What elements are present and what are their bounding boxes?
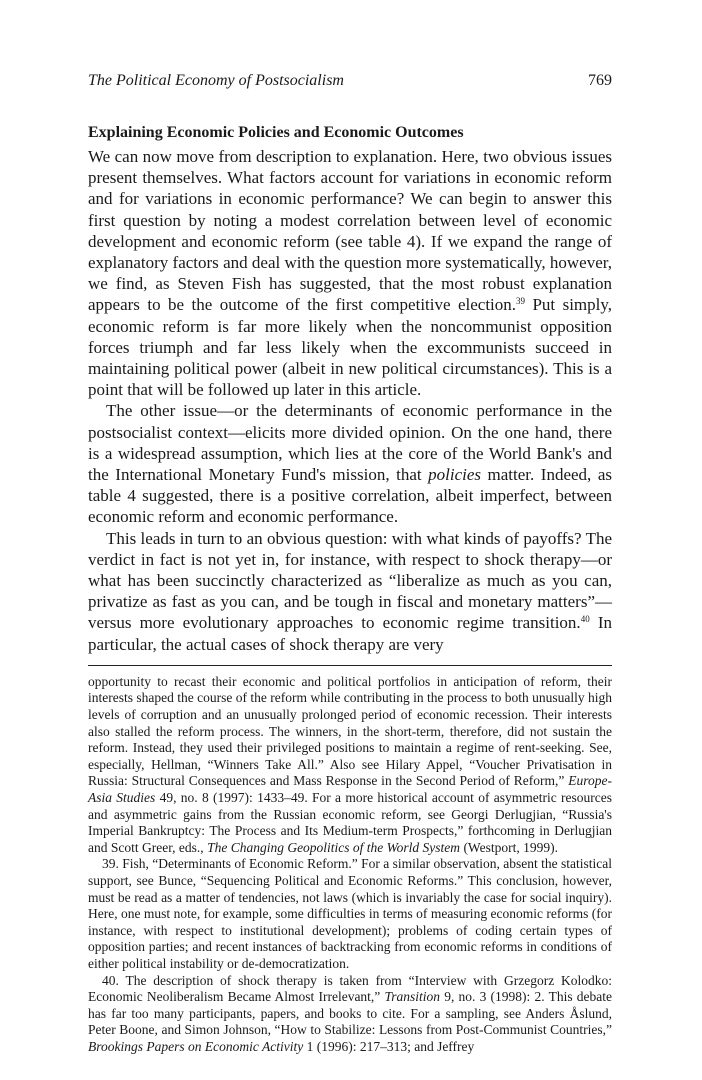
paragraph-3-text-b: In particular, the actual cases of shock therapy are very <box>88 613 612 654</box>
journal-page <box>88 72 612 1056</box>
paragraph-3 <box>88 528 612 655</box>
footnote-39: 39. Fish, “Determinants of Economic Reform.” For a similar observation, absent the statistical support, see Bunce, “Sequencing Political and Economic Reforms.” This conclusion, however, must be read as a matter of tendencies, not laws (which is invariably the case for social inquiry). Here, one must note, for example, some difficulties in terms of measuring economic reforms (for instance, with respect to institutional development); problems of coding certain types of opposition parties; and recent instances of backtracking from economic reforms in conditions of either political instability or de-democratization. <box>88 856 612 971</box>
paragraph-2-text-b: matter. Indeed, as table 4 suggested, there is a positive correlation, albeit imperfect, between economic reform and economic performance. <box>88 465 612 527</box>
paragraph-1-text-b: Put simply, economic reform is far more likely when the noncommunist opposition forces triumph and far less likely when the excommunists succeed in maintaining political power (albeit in new political circumstances). This is a point that will be followed up later in this article. <box>88 295 613 400</box>
paragraph-2-text-a: The other issue—or the determinants of economic performance in the postsocialist context—elicits more divided opinion. On the one hand, there is a widespread assumption, which lies at the core of the World Bank's and the International Monetary Fund's mission, that <box>88 401 612 485</box>
journal-title-europe-asia: Europe-Asia Studies <box>88 773 612 806</box>
paragraph-3-text-a: This leads in turn to an obvious question: with what kinds of payoffs? The verdict in fact is not yet in, for instance, with respect to shock therapy—or what has been succinctly characterized as “liberalize as much as you can, privatize as fast as you can, and be tough in fiscal and monetary matters”—versus more evolutionary approaches to economic regime transition. <box>88 528 612 633</box>
footnote-continuation-text-a: opportunity to recast their economic and political portfolios in anticipation of reform, their interests shaped the course of the reform while contributing in the process to both unusually high levels of corruption and an unusually prolonged period of economic recession. Their interests also stalled the reform process. The winners, in the short-term, therefore, did not sustain the reform. Instead, they used their privileged positions to maintain a regime of rent-seeking. See, especially, Hellman, “Winners Take All.” Also see Hilary Appel, “Voucher Privatisation in Russia: Structural Consequences and Mass Response in the Second Period of Reform,” <box>88 673 612 789</box>
paragraph-2 <box>88 400 612 527</box>
footnote-40-text-a: 40. The description of shock therapy is taken from “Interview with Grzegorz Kolodko: Economic Neoliberalism Became Almost Irrelevant,” <box>88 972 612 1005</box>
running-header <box>88 72 612 96</box>
footnote-continuation-text-b: 49, no. 8 (1997): 1433–49. For a more historical account of asymmetric resources and asymmetric gains from the Russian economic reform, see Georgi Derlugjian, “Russia's Imperial Bankruptcy: The Process and Its Medium-term Prospects,” forthcoming in Derlugjian and Scott Greer, eds., <box>88 790 613 855</box>
footnote-40-text-c: 1 (1996): 217–313; and Jeffrey <box>303 1038 475 1054</box>
paragraph-1-text-a: We can now move from description to explanation. Here, two obvious issues present themselves. What factors account for variations in economic reform and for variations in economic performance? We can begin to answer this first question by noting a modest correlation between level of economic development and economic reform (see table 4). If we expand the range of explanatory factors and deal with the question more systematically, however, we find, as Steven Fish has suggested, that the most robust explanation appears to be the outcome of the first competitive election. <box>88 147 612 315</box>
journal-title-transition: Transition <box>384 989 441 1005</box>
paragraph-2-emphasis: policies <box>428 465 482 485</box>
footnote-40 <box>88 973 612 1056</box>
footnote-ref-39[interactable]: 39 <box>516 296 526 307</box>
footnote-ref-40[interactable]: 40 <box>580 614 590 625</box>
footnote-40-text-b: 9, no. 3 (1998): 2. This debate has far too many participants, papers, and books to cite. For a sampling, see Anders Åslund, Peter Boone, and Simon Johnson, “How to Stabilize: Lessons from Post-Communist Countries,” <box>88 989 612 1038</box>
paragraph-1 <box>88 146 612 400</box>
page-number: 769 <box>588 72 612 89</box>
section-heading: Explaining Economic Policies and Economic Outcomes <box>88 124 464 141</box>
journal-title-brookings: Brookings Papers on Economic Activity <box>88 1038 304 1054</box>
book-title-changing-geopolitics: The Changing Geopolitics of the World System <box>207 839 461 855</box>
running-title: The Political Economy of Postsocialism <box>88 72 344 89</box>
footnote-continuation-text-c: (Westport, 1999). <box>460 839 558 855</box>
footnote-continuation <box>88 674 612 857</box>
footnote-divider <box>88 665 612 666</box>
body-text <box>88 146 612 655</box>
footnotes <box>88 674 612 1056</box>
